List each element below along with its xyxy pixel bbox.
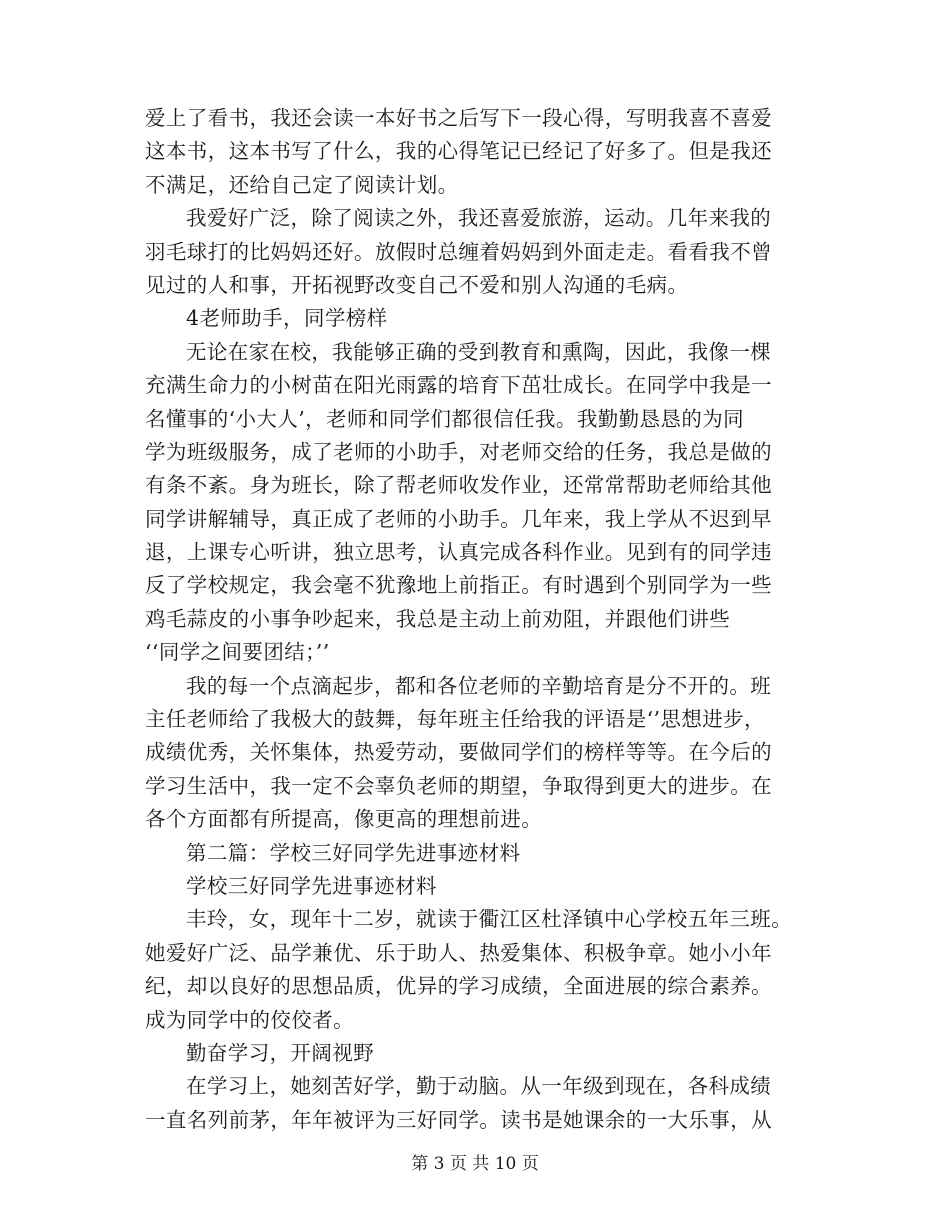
text-line: 反了学校规定，我会毫不犹豫地上前指正。有时遇到个别同学为一些 [145,573,772,598]
text-line: 这本书，这本书写了什么，我的心得笔记已经记了好多了。但是我还 [145,139,772,164]
text-line: 羽毛球打的比妈妈还好。放假时总缠着妈妈到外面走走。看看我不曾 [145,239,772,264]
text-line: 纪，却以良好的思想品质，优异的学习成绩，全面进展的综合素养。 [145,974,772,999]
text-line: 学为班级服务，成了老师的小助手，对老师交给的任务，我总是做的 [145,439,772,464]
text-line: 见过的人和事，开拓视野改变自己不爱和别人沟通的毛病。 [145,272,689,297]
text-line: 成为同学中的佼佼者。 [145,1007,354,1032]
text-line: 无论在家在校，我能够正确的受到教育和熏陶，因此，我像一棵 [186,339,772,364]
text-line: 鸡毛蒜皮的小事争吵起来，我总是主动上前劝阻，并跟他们讲些 [145,606,731,631]
text-line: 爱上了看书，我还会读一本好书之后写下一段心得，写明我喜不喜爱 [145,106,772,130]
text-line: 学习生活中，我一定不会辜负老师的期望，争取得到更大的进步。在 [145,773,772,798]
text-line: 各个方面都有所提高，像更高的理想前进。 [145,807,543,832]
text-line: 勤奋学习，开阔视野 [186,1040,375,1065]
text-line: ‘‘同学之间要团结；’’ [145,640,330,665]
text-line: 丰玲，女，现年十二岁，就读于衢江区杜泽镇中心学校五年三班。 [186,907,793,932]
text-line: 有条不紊。身为班长，除了帮老师收发作业，还常常帮助老师给其他 [145,473,772,498]
page-number-footer: 第 3 页 共 10 页 [411,1154,539,1174]
text-line: 第二篇：学校三好同学先进事迹材料 [186,840,521,865]
text-line: 学校三好同学先进事迹材料 [186,873,437,898]
text-line: 退，上课专心听讲，独立思考，认真完成各科作业。见到有的同学违 [145,540,772,565]
text-line: 充满生命力的小树苗在阳光雨露的培育下茁壮成长。在同学中我是一 [145,373,772,398]
text-line: 主任老师给了我极大的鼓舞，每年班主任给我的评语是‘’思想进步， [145,707,765,732]
text-line: 同学讲解辅导，真正成了老师的小助手。几年来，我上学从不迟到早 [145,506,772,531]
document-body [145,102,805,1137]
text-line: 4老师助手，同学榜样 [186,306,388,331]
text-line: 我爱好广泛，除了阅读之外，我还喜爱旅游，运动。几年来我的 [186,206,772,231]
text-line: 她爱好广泛、品学兼优、乐于助人、热爱集体、积极争章。她小小年 [145,940,772,965]
text-line: 一直名列前茅，年年被评为三好同学。读书是她课余的一大乐事，从 [145,1107,772,1132]
text-line: 在学习上，她刻苦好学，勤于动脑。从一年级到现在，各科成绩 [186,1074,772,1099]
text-line: 名懂事的‘小大人’，老师和同学们都很信任我。我勤勤恳恳的为同 [145,406,745,431]
text-line: 成绩优秀，关怀集体，热爱劳动，要做同学们的榜样等等。在今后的 [145,740,772,765]
text-line: 我的每一个点滴起步，都和各位老师的辛勤培育是分不开的。班 [186,673,772,698]
text-line: 不满足，还给自己定了阅读计划。 [145,172,459,197]
